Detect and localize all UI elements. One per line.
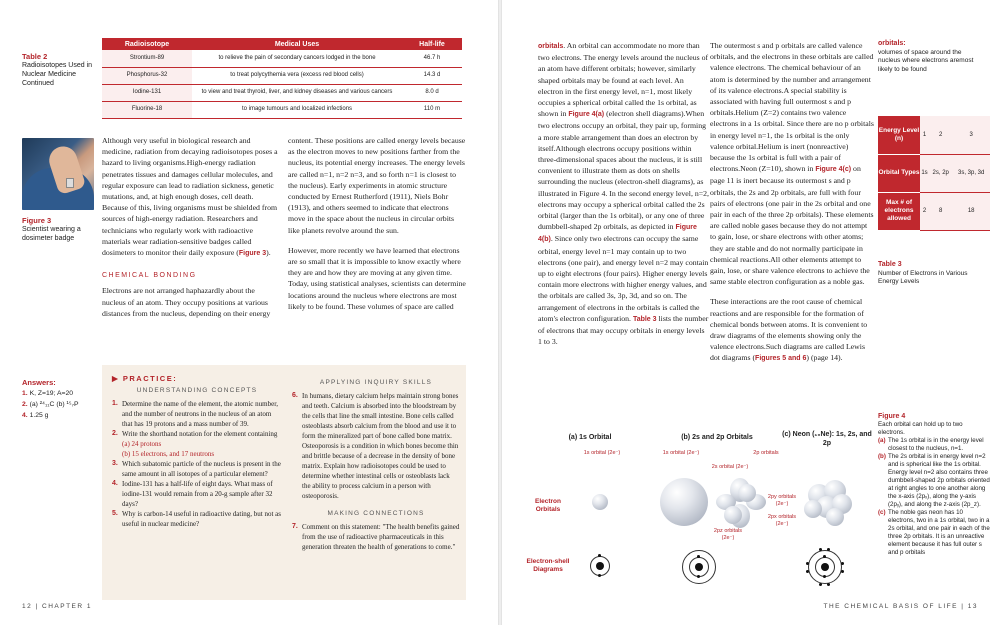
text-run: (electron shell diagrams).When two electrons occupy an orbital, they pair up, forming a more stable arrangement than does an electron by itself.Although electrons occupy positions within three-dimensional spaces about the nucleus, it is still convenient to illustrate them as dots on shells surrounding the nucleus (electron-shell diagrams), as illustrated in Figure 4. In the second energy level, n=2, electrons may occupy a spherical orbital called the 2s orbital (larger than the 1s orbital), or any one of three dumbbell-shaped 2p orbitals, as depicted in (538, 109, 709, 232)
table-cell: to relieve the pain of secondary cancers lodged in the bone (192, 50, 402, 67)
table-cell: 8.0 d (402, 84, 462, 101)
electron-dot (697, 555, 700, 558)
left-page (0, 0, 498, 625)
figure3-label: Figure 3 (22, 216, 52, 225)
row-label-electron-shell: Electron-shell Diagrams (526, 558, 570, 573)
dosimeter-badge-icon (66, 178, 74, 188)
question-number: 7. (292, 523, 298, 530)
question-part: (a) 24 protons (122, 440, 162, 448)
answers-label: Answers: (22, 378, 56, 387)
table-cell: Phosphorus-32 (102, 67, 192, 84)
keyword-orbitals: orbitals (538, 43, 564, 50)
glossary-term: orbitals: (878, 40, 906, 47)
caption-item-label: (c) (878, 509, 886, 516)
table-row (878, 154, 990, 192)
electron-dot (598, 574, 601, 577)
table3-caption (878, 261, 978, 287)
table3-row-header: Energy Level (n) (878, 116, 920, 154)
text-run: . Since only two electrons can occupy the same orbital, energy level n=1 may contain up to two electrons (one pair), and energy level n=2 may contain up to eight electrons (four pairs). Higher energy levels contain more electrons with higher energy values, and the orbitals are called 3s, 3p, 3d, and so on. The arrangement of electrons in the orbitals is called the atom's electron configuration. (538, 234, 709, 323)
table2-col-half-life: Half-life (402, 38, 462, 50)
answer-item (22, 399, 94, 410)
question-number: 5. (112, 510, 118, 517)
table3 (878, 116, 990, 231)
electron-dot (823, 555, 826, 558)
paragraph (710, 40, 874, 287)
text-run: . An orbital can accommodate no more than two electrons. The energy levels around the nucleus of an atom have different orbitals; however, similarly shaped orbitals may be found at each level. An electron in the first energy level, n=1, most likely occupies a spherical orbital called the 1s orbital, as shown in (538, 41, 709, 119)
table-row (878, 116, 990, 154)
practice-heading-text: PRACTICE: (122, 374, 178, 383)
caption-item-text: The noble gas neon has 10 electrons, two in a 1s orbital, two in a 2s orbital, and one pair in each of the three 2p orbitals. It is an unreactive element because it has full outer s and p orbitals (888, 509, 990, 556)
label-1s-orbital-a: 1s orbital (2e⁻) (583, 450, 621, 456)
question (112, 459, 282, 479)
table-cell: 110 m (402, 101, 462, 118)
dosimeter-photo (22, 138, 94, 210)
paragraph (538, 40, 710, 347)
right-column-1 (538, 40, 710, 347)
question-text: Determine the name of the element, the atomic number, and the number of neutrons in the nucleus of an atom that has 19 protons and a mass number of 39. (122, 400, 278, 428)
table2 (102, 38, 462, 119)
practice-column-2 (292, 378, 460, 552)
electron-dot (819, 548, 822, 551)
caption-item-text: The 1s orbital is in the energy level closest to the nucleus, n=1. (888, 437, 984, 452)
left-column-1 (102, 135, 278, 319)
row-label-electron-orbitals: Electron Orbitals (534, 498, 561, 513)
electron-dot (827, 583, 830, 586)
text-run: ). (266, 248, 271, 258)
question-text: Iodine-131 has a half-life of eight days. What mass of iodine-131 would remain from a 20-g sample after 32 days? (122, 480, 273, 508)
question-number: 4. (112, 480, 118, 487)
figure4-intro: Each orbital can hold up to two electrons. (878, 421, 963, 436)
table-cell: 2s, 2p (929, 154, 952, 192)
page-folio-left: 12 | CHAPTER 1 (22, 603, 93, 610)
electron-dot (827, 548, 830, 551)
electron-dot (697, 575, 700, 578)
answer-text: (a) ²⁴₁₁C (b) ¹⁵₇P (29, 401, 79, 408)
question (292, 391, 460, 501)
left-column-2 (288, 135, 466, 312)
paragraph: content. These positions are called energy levels because as the electron moves to new positions farther from the nucleus, its potential energy increases. The energy levels are called n=1, n=2 n=3, and so forth n=1 is closest to the nucleus). Early experiments in atomic structure conducted by Ernest Rutherford (1911), Niels Bohr (1913), and others seemed to indicate that electrons move in the space about the nucleus in circular orbits like planets revolve around the sun. (288, 136, 466, 235)
label-2px: 2px orbitals (2e⁻) (767, 514, 797, 527)
practice-subheading: UNDERSTANDING CONCEPTS (136, 387, 258, 394)
answer-text: K, Z=19; A=20 (29, 390, 74, 397)
answers-box (22, 377, 94, 421)
1s-orbital-sphere (592, 494, 608, 510)
figure4a-title: (a) 1s Orbital (568, 434, 612, 441)
glossary-orbitals (878, 40, 978, 74)
2p-lobe-shape (738, 484, 756, 502)
label-2p-orbitals: 2p orbitals (753, 450, 779, 456)
question-number: 1. (112, 400, 118, 407)
electron-dot (806, 570, 809, 573)
table2-col-radioisotope: Radioisotope (102, 38, 192, 50)
question-number: 6. (292, 392, 298, 399)
table-cell: 46.7 h (402, 50, 462, 67)
table-row (102, 101, 462, 118)
figure4-label: Figure 4 (878, 413, 906, 420)
practice-arrow-icon: ▶ (112, 374, 123, 383)
electron-dot (841, 570, 844, 573)
table-row (878, 192, 990, 230)
text-run: ) (page 14). (806, 353, 843, 363)
practice-box (102, 365, 466, 600)
practice-heading (112, 374, 177, 383)
electron-dot (841, 562, 844, 565)
answer-number: 4. (22, 412, 28, 419)
practice-column-1 (112, 386, 282, 529)
figure3-caption (22, 216, 97, 243)
answer-text: 1.25 g (29, 412, 49, 419)
figure4a-ref-link[interactable]: Figure 4(a) (568, 111, 605, 119)
table2-label: Table 2 (22, 52, 48, 61)
caption-item (878, 453, 990, 509)
question-number: 2. (112, 430, 118, 437)
section-heading: CHEMICAL BONDING (102, 272, 197, 280)
table2-col-medical-uses: Medical Uses (192, 38, 402, 50)
nucleus-dot (695, 563, 703, 571)
figure4c-title: (c) Neon (₁₀Ne): 1s, 2s, and 2p (782, 431, 872, 447)
figure3-text: Scientist wearing a dosimeter badge (22, 226, 81, 242)
caption-item-label: (b) (878, 453, 886, 460)
table-row (102, 84, 462, 101)
2s-orbital-sphere (660, 478, 708, 526)
paragraph (710, 296, 874, 364)
electron-dot (806, 562, 809, 565)
electron-dot (819, 583, 822, 586)
caption-item (878, 509, 990, 557)
electron-dot (823, 575, 826, 578)
text-run: on page 11 is inert because its outermost s and p orbitals, the 2s and 2p orbitals, are full with four pairs of electrons (one pair in the 2s orbital and one pair in each of the three 2p orbitals). These elements are called noble gases because they do not attempt to gain, lose, or share electrons with other atoms; they are stable and do not normally participate in chemical reactions.All other elements attempt to gain, lose, or share valence electrons to achieve the same stable electron configuration as a noble gas. (710, 164, 874, 287)
question-text: Which subatomic particle of the nucleus is present in the same amount in all isotopes of a particular element? (122, 460, 281, 478)
2p-lobe-shape (724, 506, 742, 524)
caption-item-label: (a) (878, 437, 886, 444)
figures5-6-ref-link[interactable]: Figures 5 and 6 (755, 355, 807, 363)
text-run: These interactions are the root cause of chemical reactions and are responsible for the formation of chemical bonds between atoms. It is convenient to draw diagrams of the elements showing only the valence electrons.Such diagrams are called Lewis dot diagrams ( (710, 297, 868, 363)
practice-subheading: MAKING CONNECTIONS (327, 510, 425, 517)
question (112, 399, 282, 429)
table3-label: Table 3 (878, 261, 902, 268)
table-cell: 14.3 d (402, 67, 462, 84)
answer-item (22, 410, 94, 421)
neon-orbital-lobe (826, 508, 844, 526)
label-2s-orbital: 2s orbital (2e⁻) (711, 464, 749, 470)
table-cell: 3s, 3p, 3d (952, 154, 990, 192)
question-number: 3. (112, 460, 118, 467)
question-text: In humans, dietary calcium helps maintain strong bones and teeth. Calcium is absorbed into the bloodstream by the cells that line the small intestine. Bone cells called osteoblasts absorb calcium from the blood and use it to form the mineralized part of bone called bone matrix. Osteoporosis is a condition in which bones become thin and brittle because of a decrease in the density of bone matrix. Explain how radioisotopes could be used to determine whether intestinal cells or osteoblasts lack the ability to process calcium in a person with osteoporosis. (302, 392, 459, 500)
table3-ref-link[interactable]: Table 3 (632, 315, 657, 323)
neon-orbital-lobe (804, 500, 822, 518)
text-run: lists the number of electrons that may occupy orbitals in energy levels 1 to 3. (538, 313, 709, 347)
paragraph: However, more recently we have learned that electrons are so small that it is impossible to know exactly where they are and how they are moving at any given time. Today, using statistical analyses, scientists can determine locations around the nucleus where electrons are most likely to be found. These volumes of space are called (288, 245, 466, 311)
nucleus-dot (821, 563, 829, 571)
figure4-caption (878, 413, 990, 557)
paragraph (102, 135, 278, 259)
figure4-diagram (526, 428, 872, 598)
table-cell: 18 (952, 192, 990, 230)
table-cell: to treat polycythemia vera (excess red blood cells) (192, 67, 402, 84)
figure4b-ref-link[interactable]: Figure 4(b) (538, 224, 697, 244)
figure4b-title: (b) 2s and 2p Orbitals (681, 434, 753, 441)
figure3-ref-link[interactable]: Figure 3 (238, 250, 267, 258)
table-row (102, 50, 462, 67)
table-cell: 1s (920, 154, 929, 192)
table-cell: Fluorine-18 (102, 101, 192, 118)
question-text: Why is carbon-14 useful in radioactive dating, but not as useful in nuclear medicine? (122, 510, 282, 528)
text-run: Although very useful in biological research and medicine, radiation from decaying radioisotopes poses a hazard to living organisms.High-energy radiation penetrates tissues and damages cellular molecules, and regular exposure can lead to radiation sickness, genetic mutations, and, at high enough doses, cell death. Because of this, living organisms must be shielded from sources of high-energy radiation. Researchers and technicians who regularly work with radioactive materials wear radiation-sensitive badges called dosimeters to monitor their daily exposure ( (102, 136, 278, 258)
label-2pz: 2pz orbitals (2e⁻) (713, 528, 743, 541)
table3-row-header: Max # of electrons allowed (878, 192, 920, 230)
question (112, 509, 282, 529)
table2-header-row (102, 38, 462, 50)
table3-caption-text: Number of Electrons in Various Energy Levels (878, 269, 968, 285)
table-cell: 3 (952, 116, 990, 154)
table-cell: 1 (920, 116, 929, 154)
table-cell: 2 (929, 116, 952, 154)
question-part: (b) 15 electrons, and 17 neutrons (122, 450, 215, 458)
table-cell: to image tumours and localized infections (192, 101, 402, 118)
electron-dot (598, 554, 601, 557)
caption-item (878, 437, 990, 453)
text-run: The outermost s and p orbitals are called valence orbitals, and the electrons in these orbitals are called valence electrons. The chemical behaviour of an atom is determined by the number and arrangement of its valence electrons.A special stability is associated with having full outermost s and p orbitals.Helium (Z=2) contains two valence electrons in a 1s orbital. Since there are no p orbitals in energy level n=1, the 1s orbital is the only valence orbital.Helium is inert (nonreactive) because the 1s orbital is full with a pair of electrons.Neon (Z=10), shown in (710, 41, 874, 174)
table2-caption (22, 52, 97, 88)
practice-subheading: APPLYING INQUIRY SKILLS (319, 379, 433, 386)
right-page (502, 0, 1000, 625)
question-text: Comment on this statement: "The health benefits gained from the use of radioactive pharmaceuticals in this generation threaten the health of generations to come." (302, 523, 460, 551)
question-body (122, 429, 277, 459)
table-row (102, 67, 462, 84)
paragraph: Electrons are not arranged haphazardly about the nucleus of an atom. They occupy positions at various distances from the nucleus, depending on their energy (102, 286, 271, 318)
question (292, 522, 460, 552)
label-1s-orbital-b: 1s orbital (2e⁻) (662, 450, 700, 456)
glossary-definition: volumes of space around the nucleus where electrons aremost likely to be found (878, 48, 974, 73)
table3-row-header: Orbital Types (878, 154, 920, 192)
table-cell: Iodine-131 (102, 84, 192, 101)
table-cell: to view and treat thyroid, liver, and kidney diseases and various cancers (192, 84, 402, 101)
label-2py: 2py orbitals (2e⁻) (767, 494, 797, 507)
question-text: Write the shorthand notation for the element containing (122, 430, 278, 438)
table2-caption-text: Radioisotopes Used in Nuclear Medicine Continued (22, 62, 93, 87)
figure4c-ref-link[interactable]: Figure 4(c) (815, 166, 852, 174)
answer-number: 2. (22, 401, 28, 408)
question (112, 429, 282, 459)
question (112, 479, 282, 509)
answer-number: 1. (22, 390, 28, 397)
nucleus-dot (596, 562, 604, 570)
caption-item-text: The 2s orbital is in energy level n=2 and is spherical like the 1s orbital. Energy level n=2 also contains three dumbbell-shaped 2p orbitals oriented at right angles to one another along the x-axis (2pₓ), along the y-axis (2pᵧ), and along the z-axis (2p_z). (888, 453, 990, 508)
table-cell: 2 (920, 192, 929, 230)
table-cell: Strontium-89 (102, 50, 192, 67)
table-cell: 8 (929, 192, 952, 230)
page-folio-right: THE CHEMICAL BASIS OF LIFE | 13 (823, 603, 978, 610)
right-column-2 (710, 40, 874, 365)
answer-item (22, 388, 94, 399)
